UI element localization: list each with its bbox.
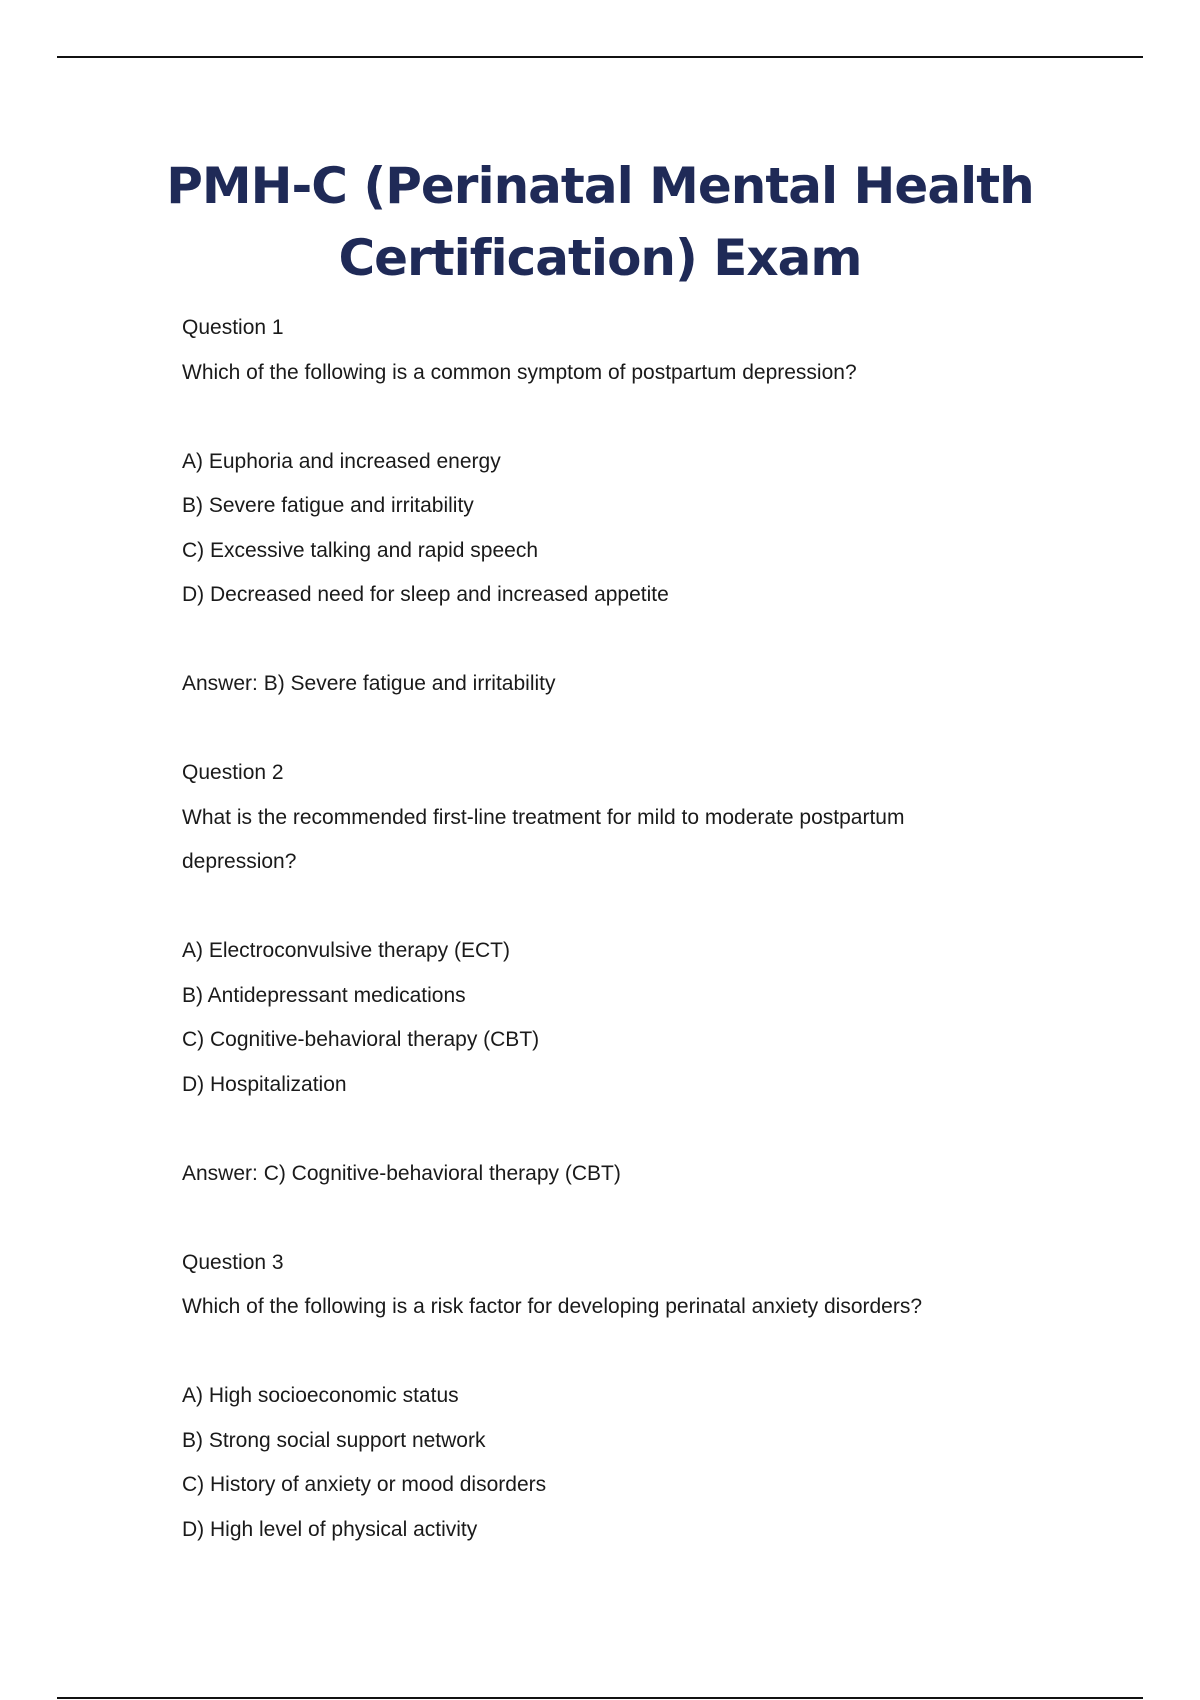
top-rule <box>57 56 1143 58</box>
spacer <box>182 1107 1082 1152</box>
option-d: D) Hospitalization <box>182 1072 347 1096</box>
bottom-rule <box>57 1697 1143 1699</box>
option-c: C) History of anxiety or mood disorders <box>182 1473 547 1496</box>
option-c: C) Excessive talking and rapid speech <box>182 538 539 562</box>
option-a: A) High socioeconomic status <box>182 1384 459 1407</box>
question-text: Which of the following is a common symptom of postpartum depression? <box>182 360 857 384</box>
spacer <box>182 1330 1082 1375</box>
question-2 <box>182 751 1082 1241</box>
question-label: Question 1 <box>182 316 284 339</box>
page-title <box>0 150 1200 294</box>
option-a: A) Electroconvulsive therapy (ECT) <box>182 939 510 962</box>
question-text: Which of the following is a risk factor for developing perinatal anxiety disorders? <box>182 1295 923 1318</box>
exam-content <box>182 306 1082 1552</box>
question-text: What is the recommended first-line treatment for mild to moderate postpartum <box>182 805 905 829</box>
answer: Answer: B) Severe fatigue and irritability <box>182 672 556 695</box>
spacer <box>182 618 1082 663</box>
answer: Answer: C) Cognitive-behavioral therapy (CBT) <box>182 1161 621 1185</box>
question-label: Question 3 <box>182 1250 284 1274</box>
option-c: C) Cognitive-behavioral therapy (CBT) <box>182 1028 540 1051</box>
option-b: B) Severe fatigue and irritability <box>182 494 474 517</box>
question-label: Question 2 <box>182 761 284 784</box>
question-1 <box>182 306 1082 751</box>
question-text-continued: depression? <box>182 850 297 873</box>
spacer <box>182 1196 1082 1241</box>
option-b: B) Antidepressant medications <box>182 983 466 1007</box>
option-a: A) Euphoria and increased energy <box>182 449 501 473</box>
option-d: D) High level of physical activity <box>182 1517 478 1541</box>
spacer <box>182 395 1082 440</box>
title-line-2: Certification) Exam <box>338 229 862 287</box>
option-b: B) Strong social support network <box>182 1428 486 1452</box>
spacer <box>182 885 1082 930</box>
option-d: D) Decreased need for sleep and increased appetite <box>182 583 669 606</box>
title-line-1: PMH-C (Perinatal Mental Health <box>166 157 1034 215</box>
question-3 <box>182 1241 1082 1553</box>
spacer <box>182 707 1082 752</box>
